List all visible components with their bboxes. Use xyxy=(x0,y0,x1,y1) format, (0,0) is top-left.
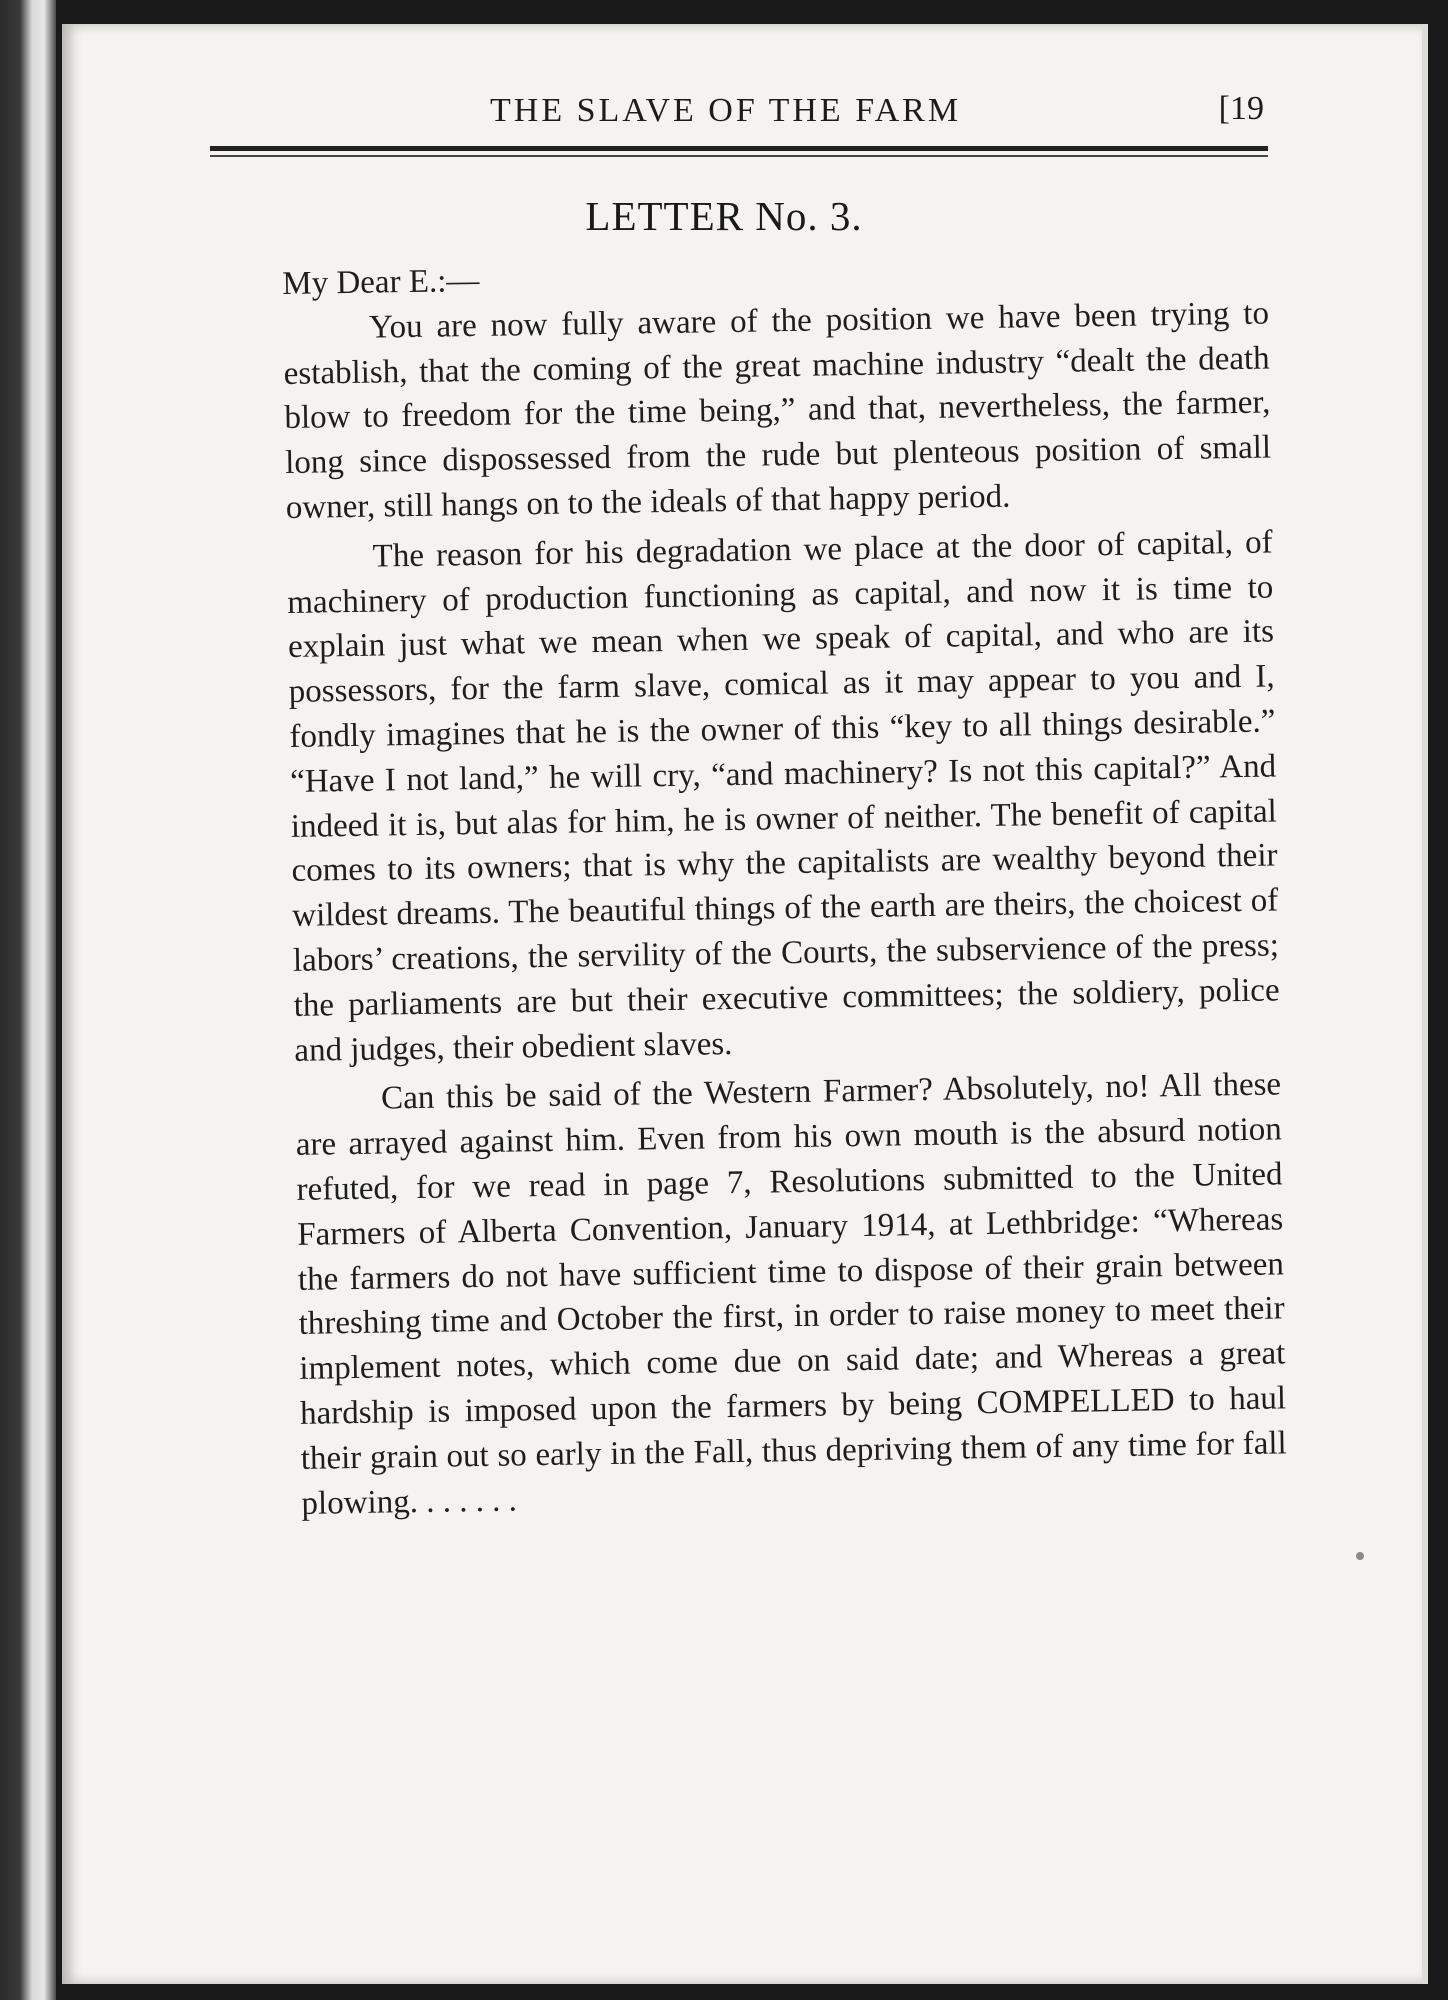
page-edge xyxy=(1422,24,1428,1984)
header-rule-thin xyxy=(210,155,1268,157)
letter-body xyxy=(282,247,1288,1532)
salutation: My Dear E.:— xyxy=(282,262,480,302)
header-rule-thick xyxy=(210,146,1268,151)
page-number: [19 xyxy=(1218,90,1264,127)
paragraph-3: Can this be said of the Western Farmer? Absolutely, no! All these are arrayed against him. Even from his own mouth is the absurd notion refuted, for we read in page 7, Resolutions submitted to the United Farmers of Alberta Convention, January 1914, at Lethbridge: “Whereas the farmers do not have sufficient time to dispose of their grain between threshing time and October the first, in order to raise money to meet their implement notes, which come due on said date; and Whereas a great hardship is imposed upon the farmers by being COMPELLED to haul their grain out so early in the Fall, thus depriving them of any time for fall plowing. . . . . . . xyxy=(295,1066,1287,1522)
binding-edge xyxy=(0,0,56,2000)
letter-title: LETTER No. 3. xyxy=(585,193,863,239)
running-title: THE SLAVE OF THE FARM xyxy=(490,92,962,129)
page-header xyxy=(210,68,1270,128)
paragraph-2: The reason for his degradation we place at the door of capital, of machinery of production functioning as capital, and now it is time to explain just what we mean when we speak of capital, and who are its possessors, for the farm slave, comical as it may appear to you and I, fondly imagines that he is the owner of this “key to all things desirable.” “Have I not land,” he will cry, “and machinery? Is not this capital?” And indeed it is, but alas for him, he is owner of neither. The benefit of capital comes to its owners; that is why the capitalists are wealthy beyond their wildest dreams. The beautiful things of the earth are theirs, the choicest of labors’ creations, the servility of the Courts, the subservience of the press; the parliaments are but their executive committees; the soldiery, police and judges, their obedient slaves. xyxy=(287,524,1280,1069)
scan-speck xyxy=(1356,1552,1364,1560)
paragraph-1: You are now fully aware of the position we have been trying to establish, that the coming of the great machine industry “dealt the death blow to freedom for the time being,” and that, nevertheless, the farmer, long since dispossessed from the rude but plenteous position of small owner, still hangs on to the ideals of that happy period. xyxy=(283,295,1272,526)
